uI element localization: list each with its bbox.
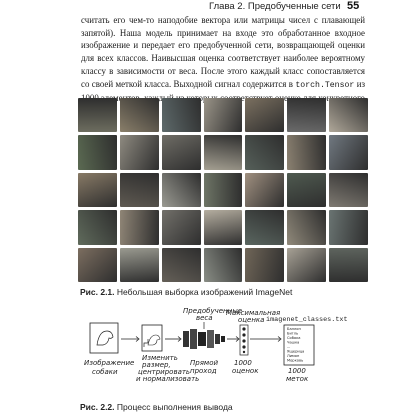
scores-label-1: 1000 xyxy=(234,359,252,367)
image-thumbnail xyxy=(204,173,243,207)
image-thumbnail xyxy=(245,173,284,207)
list-item-6: Ящерица xyxy=(287,349,305,354)
weights-label-1: Предобученные xyxy=(183,307,243,315)
scores-label-2: оценок xyxy=(232,367,259,375)
max-score-label-2: оценка xyxy=(238,316,265,324)
figure-2-2-label: Рис. 2.2. xyxy=(80,402,115,412)
classes-file-label: imagenet_classes.txt xyxy=(266,316,348,324)
imagenet-sample-grid xyxy=(78,98,368,282)
running-head: Глава 2. Предобученные сети xyxy=(209,1,341,12)
image-thumbnail xyxy=(287,135,326,169)
input-image-frame xyxy=(90,323,118,353)
image-thumbnail xyxy=(78,210,117,244)
body-text-part1: считать его чем-то наподобие вектора или матрицы чисел с плавающей запятой). Наша модель принимает на входе это обработанное входное изображение и передает его предобученной сети, возвращающей оценки для всех классов. Наивысшая оценка соответствует наиболее вероятному классу в зависимости от веса. После этого каждый класс сопоставляется со своей меткой класса. Выходной сигнал содержится в xyxy=(81,15,365,89)
image-thumbnail xyxy=(287,210,326,244)
page-header xyxy=(0,0,420,14)
image-thumbnail xyxy=(120,98,159,132)
preprocess-label-2: размер, xyxy=(142,361,171,369)
input-label-2: собаки xyxy=(92,368,118,376)
image-thumbnail xyxy=(245,248,284,282)
image-thumbnail xyxy=(204,135,243,169)
image-thumbnail xyxy=(78,135,117,169)
list-item-2: Бигль xyxy=(287,331,299,336)
image-thumbnail xyxy=(329,135,368,169)
image-thumbnail xyxy=(120,248,159,282)
figure-2-2-caption xyxy=(80,402,233,412)
figure-2-1-caption xyxy=(80,287,292,297)
forward-label-1: Прямой xyxy=(190,359,219,367)
image-thumbnail xyxy=(162,98,201,132)
input-label-1: Изображение xyxy=(84,359,135,367)
weights-label-2: веса xyxy=(196,314,213,322)
image-thumbnail xyxy=(162,135,201,169)
list-item-3: Собака xyxy=(287,336,301,340)
image-thumbnail xyxy=(120,135,159,169)
page-number: 55 xyxy=(347,0,360,12)
image-thumbnail xyxy=(162,248,201,282)
list-item-5: ... xyxy=(287,345,291,349)
image-thumbnail xyxy=(204,98,243,132)
image-thumbnail xyxy=(204,210,243,244)
image-thumbnail xyxy=(78,98,117,132)
body-text-part2: из каждый которых xyxy=(144,78,365,104)
image-thumbnail xyxy=(78,248,117,282)
list-item-7: Лимон xyxy=(287,354,300,358)
image-thumbnail xyxy=(329,98,368,132)
labels-out-2: меток xyxy=(286,375,309,383)
network-icon xyxy=(183,329,225,349)
image-thumbnail xyxy=(287,248,326,282)
dog-small-sketch-icon xyxy=(148,335,160,345)
image-thumbnail xyxy=(78,173,117,207)
inline-code: torch.Tensor xyxy=(295,80,355,90)
dog-sketch-icon xyxy=(97,331,113,345)
preprocess-label-1: Изменить xyxy=(142,354,178,362)
image-thumbnail xyxy=(245,98,284,132)
image-thumbnail xyxy=(329,210,368,244)
figure-2-1-text: Небольшая выборка изображений ImageNet xyxy=(116,287,293,297)
forward-label-2: проход xyxy=(190,367,217,375)
preprocess-label-3: центрировать xyxy=(138,368,191,376)
image-thumbnail xyxy=(120,210,159,244)
image-thumbnail xyxy=(329,248,368,282)
labels-out-1: 1000 xyxy=(288,367,306,375)
list-item-1: Баллон xyxy=(287,327,301,331)
labels-list xyxy=(287,327,304,363)
list-item-8: Морковь xyxy=(287,358,304,363)
preprocessed-frame xyxy=(142,325,162,351)
image-thumbnail xyxy=(329,173,368,207)
image-thumbnail xyxy=(287,173,326,207)
list-item-4: Чашка xyxy=(287,340,300,345)
preprocess-label-4: и нормализовать xyxy=(136,375,200,383)
crop-marks-icon xyxy=(144,339,148,347)
image-thumbnail xyxy=(204,248,243,282)
image-thumbnail xyxy=(287,98,326,132)
image-thumbnail xyxy=(162,173,201,207)
image-thumbnail xyxy=(245,135,284,169)
image-thumbnail xyxy=(120,173,159,207)
image-thumbnail xyxy=(162,210,201,244)
image-thumbnail xyxy=(245,210,284,244)
figure-2-1-label: Рис. 2.1. xyxy=(80,287,115,297)
inference-diagram xyxy=(80,305,370,385)
scores-vector-icon xyxy=(240,325,248,355)
max-score-label-1: Максимальная xyxy=(226,309,281,317)
figure-2-2-text: Процесс выполнения вывода xyxy=(116,402,233,412)
